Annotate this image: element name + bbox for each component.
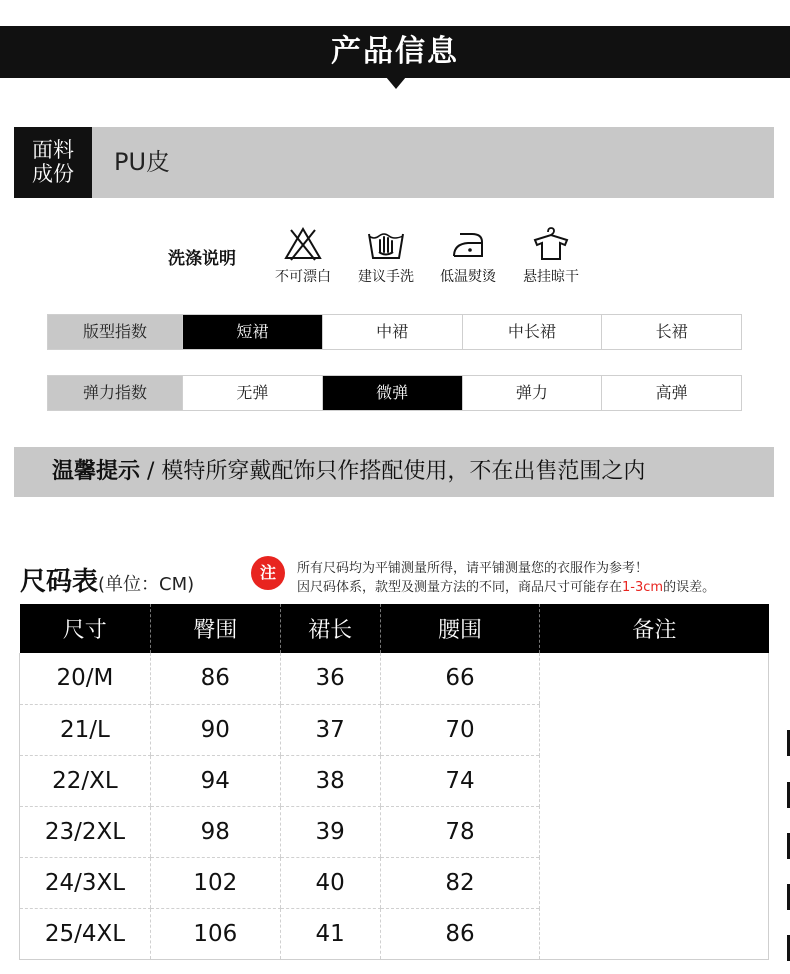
cell-length: 36 bbox=[280, 653, 380, 704]
hand-wash-icon bbox=[366, 226, 406, 262]
wash-title: 洗涤说明 bbox=[168, 249, 236, 269]
size-chart-unit: (单位：CM) bbox=[98, 574, 195, 595]
fabric-label-line2: 成份 bbox=[32, 162, 74, 186]
style-index-row bbox=[47, 314, 742, 350]
table-row bbox=[20, 653, 769, 704]
cell-size: 20/M bbox=[20, 653, 151, 704]
cell-length: 40 bbox=[280, 857, 380, 908]
cell-size: 24/3XL bbox=[20, 857, 151, 908]
cell-size: 22/XL bbox=[20, 755, 151, 806]
cell-size: 25/4XL bbox=[20, 908, 151, 959]
style-index-label: 版型指数 bbox=[48, 315, 182, 349]
elastic-option-slight: 微弹 bbox=[322, 376, 462, 410]
cell-waist: 82 bbox=[380, 857, 540, 908]
style-option-short: 短裙 bbox=[182, 315, 322, 349]
cell-hip: 98 bbox=[150, 806, 280, 857]
cell-hip: 102 bbox=[150, 857, 280, 908]
style-option-mid: 中裙 bbox=[322, 315, 462, 349]
note-line-2-pre: 因尺码体系，款型及测量方法的不同，商品尺寸可能存在 bbox=[297, 580, 623, 595]
wash-label-no-bleach: 不可漂白 bbox=[275, 269, 331, 285]
note-line-2 bbox=[297, 576, 715, 595]
cell-hip: 86 bbox=[150, 653, 280, 704]
wash-label-hand-wash: 建议手洗 bbox=[358, 269, 414, 285]
fabric-label-line1: 面料 bbox=[32, 138, 74, 162]
note-line-2-red: 1-3cm bbox=[622, 580, 664, 595]
wash-label-low-iron: 低温熨烫 bbox=[440, 269, 496, 285]
cell-waist: 70 bbox=[380, 704, 540, 755]
tip-body: / 模特所穿戴配饰只作搭配使用，不在出售范围之内 bbox=[147, 459, 646, 484]
cell-waist: 74 bbox=[380, 755, 540, 806]
low-iron-icon bbox=[448, 226, 488, 262]
size-chart-title bbox=[20, 561, 194, 598]
hang-dry-icon bbox=[531, 226, 571, 262]
style-option-midlong: 中长裙 bbox=[462, 315, 602, 349]
header-length: 裙长 bbox=[280, 604, 380, 653]
elastic-index-row bbox=[47, 375, 742, 411]
cell-remark bbox=[540, 653, 769, 959]
wash-label-hang-dry: 悬挂晾干 bbox=[523, 269, 579, 285]
size-table-header bbox=[20, 604, 769, 653]
cell-length: 41 bbox=[280, 908, 380, 959]
tip-strong: 温馨提示 bbox=[52, 459, 141, 484]
cell-hip: 106 bbox=[150, 908, 280, 959]
cell-length: 39 bbox=[280, 806, 380, 857]
note-line-2-post: 的误差。 bbox=[663, 580, 716, 595]
cell-waist: 78 bbox=[380, 806, 540, 857]
wash-item-low-iron bbox=[432, 226, 504, 286]
elastic-option-elastic: 弹力 bbox=[462, 376, 602, 410]
note-line-1: 所有尺码均为平铺测量所得，请平铺测量您的衣服作为参考！ bbox=[297, 561, 649, 576]
header-remark: 备注 bbox=[540, 604, 769, 653]
size-chart-title-text: 尺码表 bbox=[20, 567, 99, 597]
cell-size: 21/L bbox=[20, 704, 151, 755]
elastic-option-none: 无弹 bbox=[182, 376, 322, 410]
cell-length: 38 bbox=[280, 755, 380, 806]
cell-hip: 90 bbox=[150, 704, 280, 755]
wash-item-no-bleach bbox=[267, 226, 339, 286]
header-waist: 腰围 bbox=[380, 604, 540, 653]
fabric-value: PU皮 bbox=[114, 148, 171, 176]
tip-text bbox=[52, 447, 645, 497]
header-arrow bbox=[386, 77, 406, 89]
cell-waist: 86 bbox=[380, 908, 540, 959]
page-title: 产品信息 bbox=[331, 34, 459, 69]
elastic-index-label: 弹力指数 bbox=[48, 376, 182, 410]
elastic-option-high: 高弹 bbox=[601, 376, 741, 410]
cell-hip: 94 bbox=[150, 755, 280, 806]
fabric-label bbox=[14, 127, 92, 198]
note-badge: 注 bbox=[251, 556, 285, 590]
wash-item-hang-dry bbox=[515, 226, 587, 286]
no-bleach-icon bbox=[283, 226, 323, 262]
cell-length: 37 bbox=[280, 704, 380, 755]
header-hip: 臀围 bbox=[150, 604, 280, 653]
size-table bbox=[19, 604, 769, 960]
style-option-long: 长裙 bbox=[601, 315, 741, 349]
cell-size: 23/2XL bbox=[20, 806, 151, 857]
header-size: 尺寸 bbox=[20, 604, 151, 653]
wash-item-hand-wash bbox=[350, 226, 422, 286]
cell-waist: 66 bbox=[380, 653, 540, 704]
